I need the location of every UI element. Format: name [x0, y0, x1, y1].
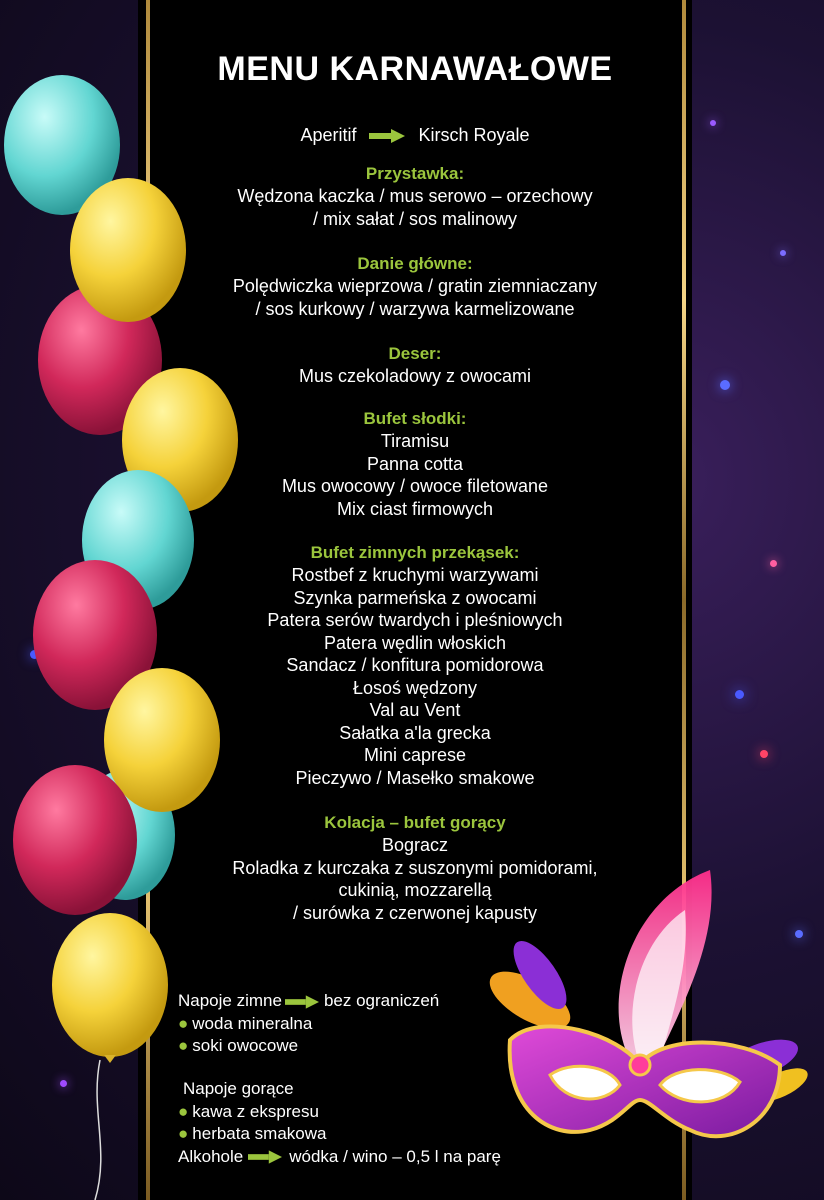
- arrow-icon: [285, 995, 321, 1009]
- bullet-icon: ●: [178, 1124, 189, 1143]
- bullet-icon: ●: [178, 1013, 189, 1033]
- drinks-cold-value: bez ograniczeń: [323, 991, 440, 1010]
- menu-line: Sandacz / konfitura pomidorowa: [286, 655, 544, 675]
- menu-line: Patera serów twardych i pleśniowych: [267, 610, 563, 630]
- balloon: [70, 178, 186, 322]
- menu-line: Szynka parmeńska z owocami: [293, 587, 537, 608]
- menu-line: Rostbef z kruchymi warzywami: [291, 565, 539, 585]
- section-heading: Deser:: [388, 344, 442, 363]
- menu-line: / surówka z czerwonej kapusty: [292, 902, 538, 923]
- bullet-icon: ●: [178, 1101, 189, 1121]
- drinks-alcohol-value: wódka / wino – 0,5 l na parę: [289, 1146, 501, 1166]
- balloons-illustration: [0, 0, 260, 1200]
- list-item-label: woda mineralna: [192, 1013, 313, 1033]
- aperitif-value: Kirsch Royale: [418, 125, 530, 145]
- menu-line: Mus owocowy / owoce filetowane: [281, 476, 549, 496]
- list-item-label: kawa z ekspresu: [192, 1101, 319, 1121]
- list-item-label: soki owocowe: [192, 1036, 299, 1055]
- menu-line: Bogracz: [381, 835, 449, 855]
- menu-line: / sos kurkowy / warzywa karmelizowane: [255, 298, 575, 319]
- section-heading: Bufet słodki:: [363, 409, 467, 428]
- menu-line: Pieczywo / Masełko smakowe: [295, 767, 535, 788]
- list-item-label: herbata smakowa: [192, 1124, 327, 1143]
- menu-line: Wędzona kaczka / mus serowo – orzechowy: [237, 186, 593, 206]
- menu-line: Patera wędlin włoskich: [323, 632, 507, 653]
- page-title: MENU KARNAWAŁOWE: [217, 50, 613, 88]
- menu-line: Roladka z kurczaka z suszonymi pomidorami,: [232, 857, 598, 878]
- section-heading: Danie główne:: [357, 254, 473, 273]
- menu-line: / mix sałat / sos malinowy: [312, 208, 518, 229]
- menu-line: Mini caprese: [363, 745, 467, 765]
- section-heading: Przystawka:: [365, 164, 465, 183]
- menu-line: Łosoś wędzony: [352, 677, 478, 698]
- balloon: [52, 913, 168, 1057]
- bullet-icon: ●: [178, 1036, 189, 1055]
- menu-line: Sałatka a'la grecka: [339, 722, 491, 743]
- drinks-cold-label: Napoje zimne: [178, 991, 282, 1010]
- balloon: [13, 765, 137, 915]
- menu-line: cukinią, mozzarellą: [338, 880, 492, 900]
- menu-line: Tiramisu: [380, 431, 450, 451]
- section-heading: Bufet zimnych przekąsek:: [310, 543, 520, 562]
- menu-line: Polędwiczka wieprzowa / gratin ziemniaczany: [232, 276, 598, 296]
- drinks-hot-label: Napoje gorące: [183, 1079, 294, 1098]
- drinks-alcohol-label: Alkohole: [178, 1146, 244, 1166]
- menu-line: Val au Vent: [369, 700, 461, 720]
- arrow-icon: [369, 129, 405, 143]
- menu-line: Mix ciast firmowych: [336, 498, 493, 519]
- menu-line: Mus czekoladowy z owocami: [298, 366, 532, 386]
- aperitif-label: Aperitif: [300, 125, 357, 145]
- menu-line: Panna cotta: [366, 453, 464, 474]
- carnival-mask-illustration: [480, 860, 810, 1190]
- section-heading: Kolacja – bufet gorący: [324, 813, 506, 832]
